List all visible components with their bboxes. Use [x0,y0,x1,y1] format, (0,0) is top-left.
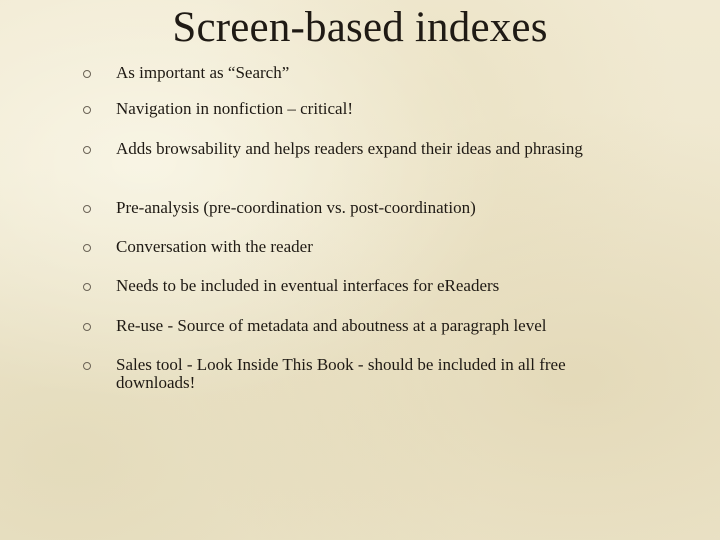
hollow-circle-bullet-icon [83,106,91,114]
hollow-circle-bullet-icon [83,70,91,78]
bullet-text: Adds browsability and helps readers expand their ideas and phrasing [116,139,583,158]
bullet-text: Needs to be included in eventual interfaces for eReaders [116,276,500,295]
hollow-circle-bullet-icon [83,205,91,213]
bullet-text: Sales tool - Look Inside This Book - should be included in all free downloads! [116,355,566,392]
hollow-circle-bullet-icon [83,283,91,291]
bullet-text: Re-use - Source of metadata and aboutness at a paragraph level [116,316,547,335]
bullet-text: As important as “Search” [116,63,290,82]
hollow-circle-bullet-icon [83,323,91,331]
bullet-text: Conversation with the reader [116,237,313,256]
hollow-circle-bullet-icon [83,244,91,252]
bullet-text: Pre-analysis (pre-coordination vs. post-coordination) [116,198,476,217]
hollow-circle-bullet-icon [83,362,91,370]
bullet-text: Navigation in nonfiction – critical! [116,99,353,118]
hollow-circle-bullet-icon [83,146,91,154]
slide-title: Screen-based indexes [172,4,548,51]
